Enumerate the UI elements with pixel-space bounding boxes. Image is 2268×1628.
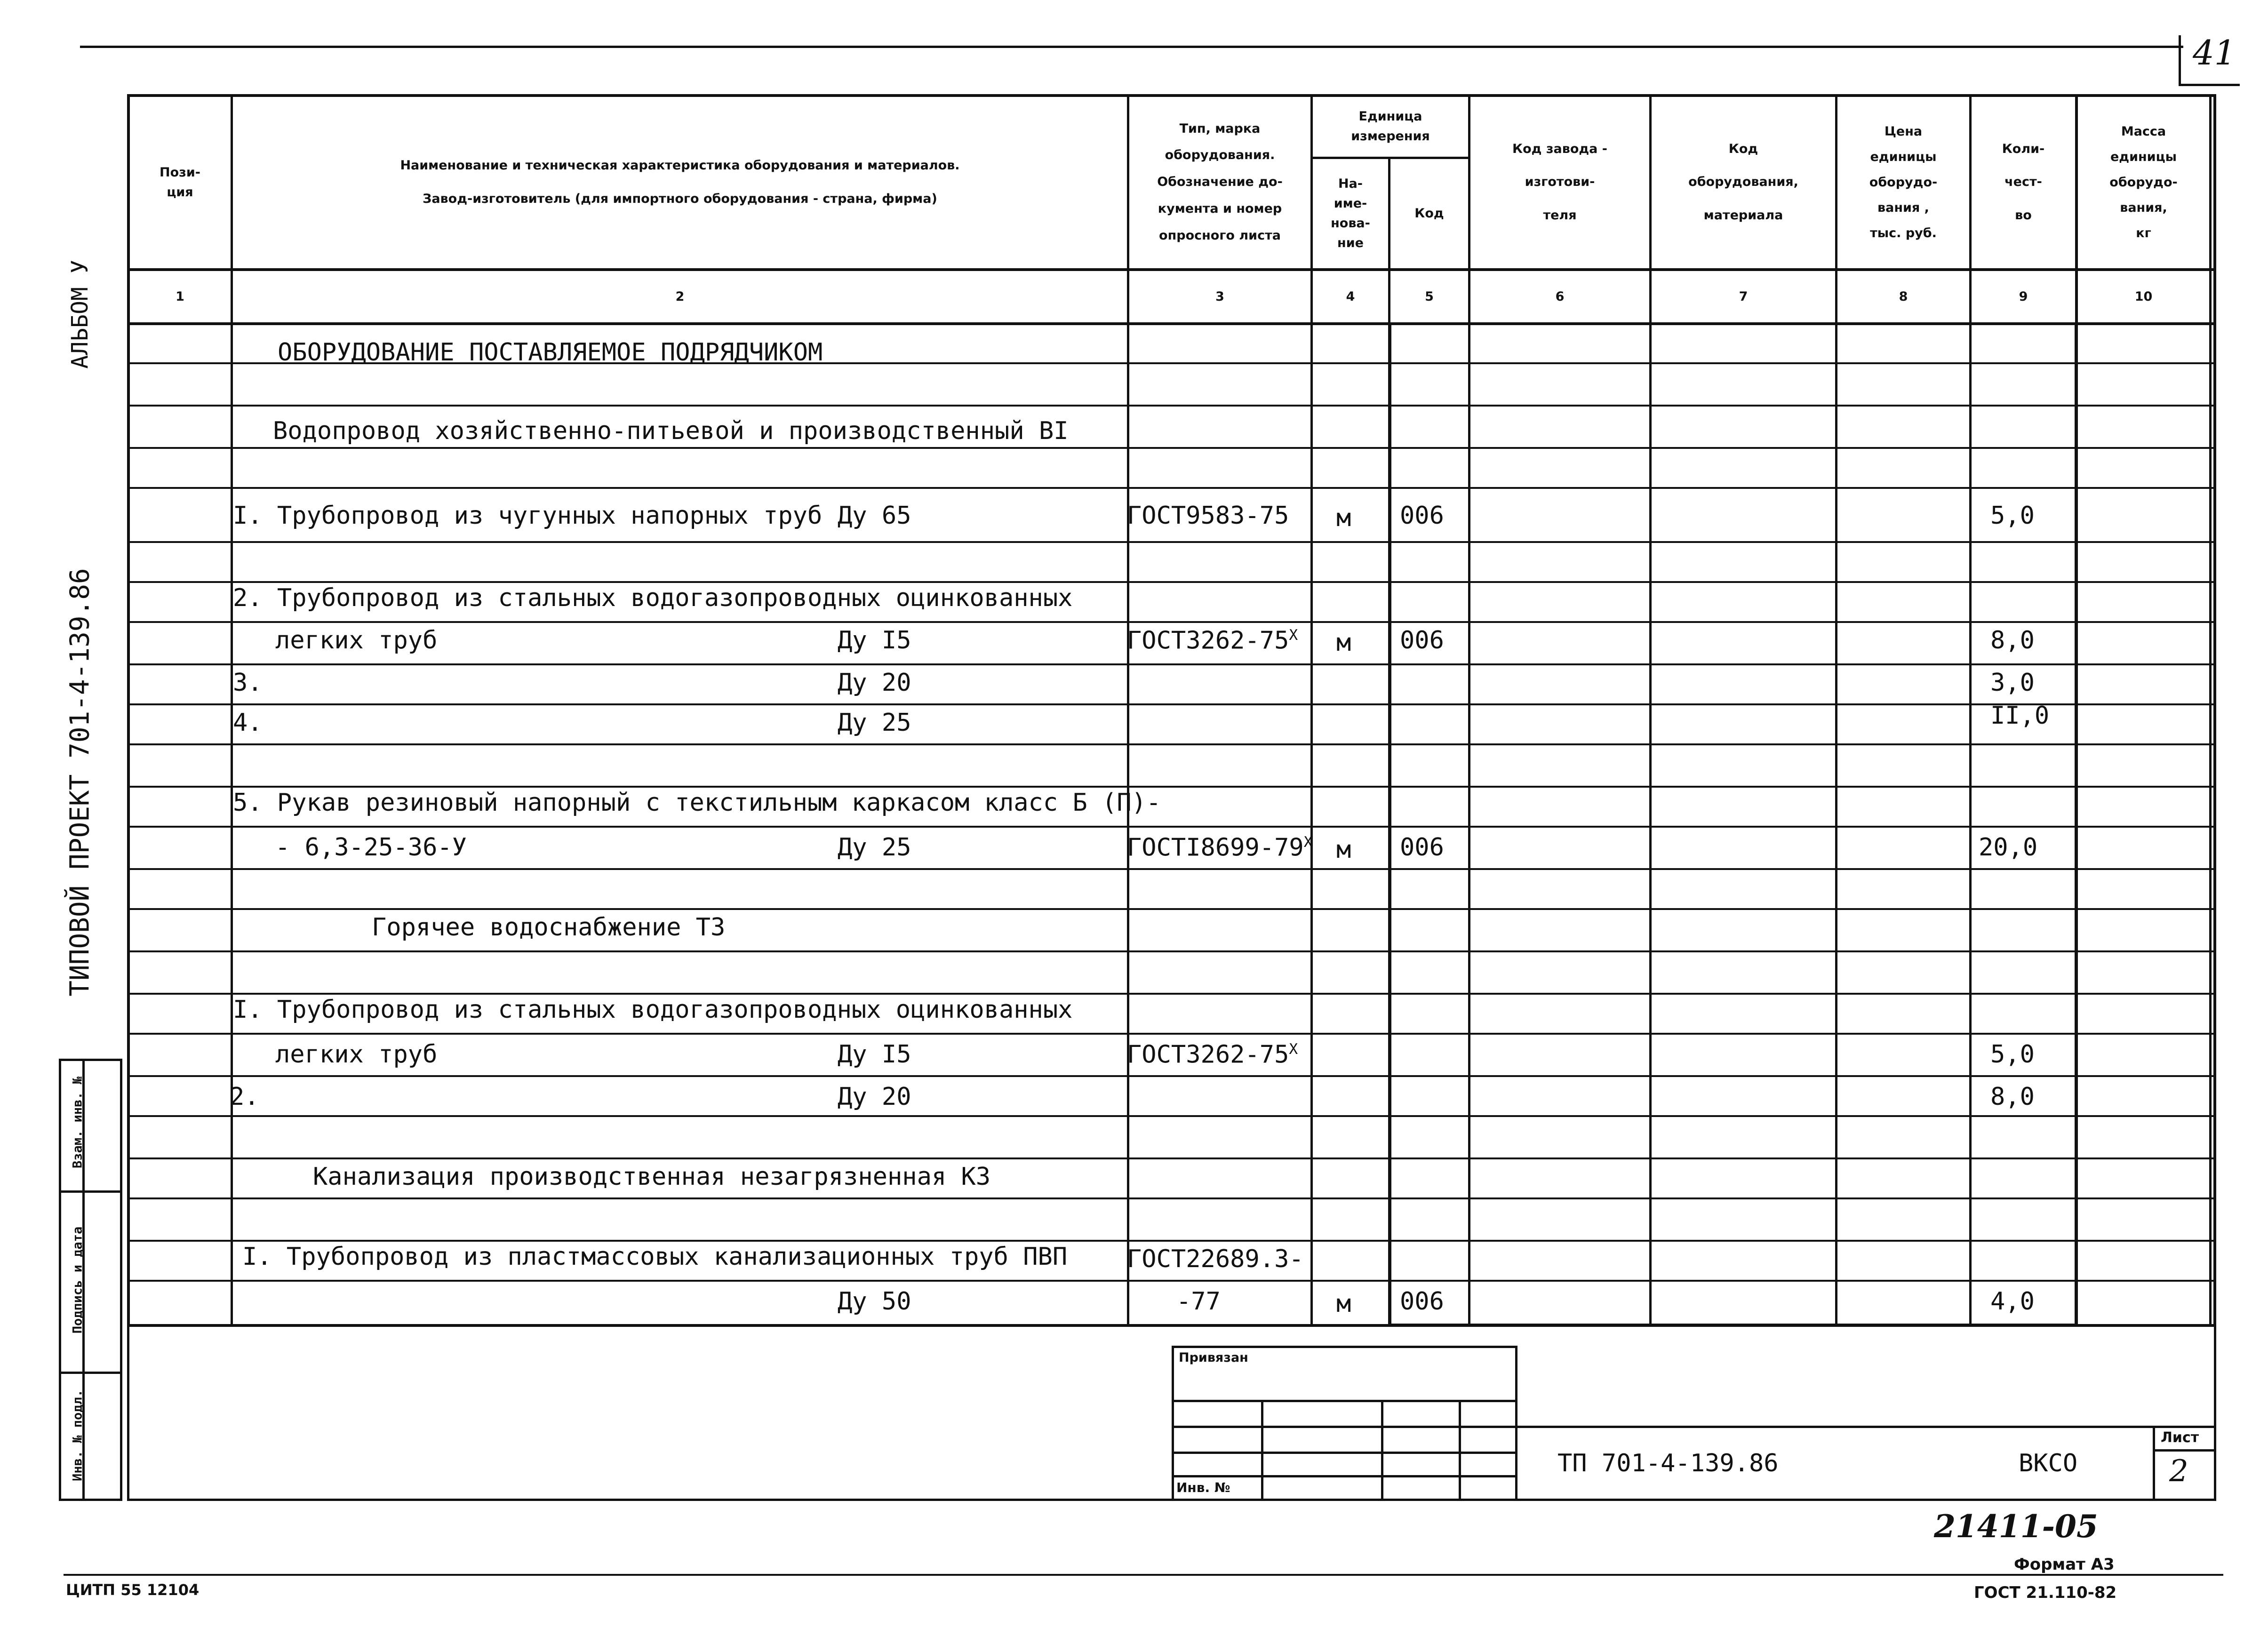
row-5b-du: Ду 25: [838, 833, 911, 862]
row-3-name: 3.: [233, 669, 263, 697]
header-unit-group: Единица измерения: [1351, 109, 1430, 144]
qty-frame: [1388, 325, 2078, 1327]
row-hw-2-du: Ду 20: [838, 1083, 911, 1111]
row-section-sewer: Канализация производственная незагрязненная КЗ: [313, 1163, 991, 1191]
row-2b-du: Ду I5: [838, 626, 911, 654]
col-line-10: [2209, 94, 2212, 1327]
side-stamp-orig-inv: Инв. № подл.: [70, 1389, 85, 1482]
row-1-unit: м: [1336, 504, 1351, 532]
side-stamp-frame: [59, 1059, 122, 1501]
side-stamp-replace-inv: Взам. инв. №: [70, 1076, 85, 1169]
title-block-top: [1517, 1426, 2216, 1428]
row-section-water-supply: Водопровод хозяйственно-питьевой и производственный BI: [273, 417, 1069, 445]
row-2b-doc: $ГОСТ3262-75^X$: [1127, 626, 1298, 655]
row-4-qty: II,0: [1990, 702, 2050, 730]
row-2b-unit: м: [1336, 629, 1351, 657]
row-2-name: 2. Трубопровод из стальных водогазопроводных оцинкованных: [233, 584, 1073, 612]
row-sw-1-doc: ГОСТ22689.3-: [1127, 1245, 1304, 1273]
colnum-8: 8: [1899, 289, 1908, 304]
album-label: АЛЬБОМ У: [67, 260, 93, 369]
title-code: ТП 701-4-139.86: [1557, 1449, 1779, 1477]
title-mark: ВКСО: [2019, 1449, 2078, 1477]
colnum-10: 10: [2134, 289, 2153, 304]
row-4-name: 4.: [233, 709, 263, 737]
row-4-du: Ду 25: [838, 709, 911, 737]
row-sw-2-doc: -77: [1176, 1287, 1221, 1316]
side-stamp-sep-1: [59, 1190, 122, 1193]
stamp-privyazan-label: Привязан: [1179, 1350, 1248, 1365]
colnum-7: 7: [1739, 289, 1748, 304]
row-2b-code: 006: [1400, 626, 1444, 654]
stamp-row-2: [1172, 1426, 1517, 1428]
row-hw-1b-du: Ду I5: [838, 1040, 911, 1069]
row-sw-2-unit: м: [1336, 1290, 1351, 1318]
row-1-name: I. Трубопровод из чугунных напорных труб: [233, 502, 823, 530]
top-rule: [80, 46, 2183, 48]
colnum-5: 5: [1425, 289, 1434, 304]
row-hw-1b-doc: $ГОСТ3262-75^X$: [1127, 1040, 1298, 1069]
row-2b-name: легких труб: [275, 626, 438, 654]
row-section-hot-water: Горячее водоснабжение ТЗ: [372, 913, 726, 942]
colnum-6: 6: [1555, 289, 1565, 304]
stamp-row-4: [1172, 1475, 1517, 1477]
gost-label: ГОСТ 21.110-82: [1974, 1583, 2117, 1602]
row-5-name: 5. Рукав резиновый напорный с текстильным каркасом класс Б (П)-: [233, 789, 1161, 817]
row-5b-unit: м: [1336, 836, 1351, 864]
row-sw-2-du: Ду 50: [838, 1287, 911, 1316]
row-hw-1b-name: легких труб: [275, 1040, 438, 1069]
header-unit-mass: Масса единицы оборудо- вания, кг: [2109, 124, 2178, 240]
colnum-1: 1: [176, 289, 184, 304]
row-2b-qty: 8,0: [1990, 626, 2035, 654]
row-hw-2-qty: 8,0: [1990, 1083, 2035, 1111]
row-1-code: 006: [1400, 502, 1444, 530]
row-3-qty: 3,0: [1990, 669, 2035, 697]
sheet-box-left: [2153, 1426, 2155, 1501]
side-stamp-sep-2: [59, 1372, 122, 1374]
side-stamp-signature-date: Подпись и дата: [70, 1226, 85, 1334]
header-name: Наименование и техническая характеристика оборудования и материалов. Завод-изготовитель (для импортного оборудования - страна, фирма): [400, 158, 960, 206]
row-section-contractor: ОБОРУДОВАНИЕ ПОСТАВЛЯЕМОЕ ПОДРЯДЧИКОМ: [278, 338, 823, 367]
row-5b-name: - 6,3-25-36-У: [275, 833, 467, 862]
sheet-box-mid: [2153, 1449, 2216, 1452]
stamp-row-3: [1172, 1452, 1517, 1454]
row-hw-1-name: I. Трубопровод из стальных водогазопроводных оцинкованных: [233, 996, 1073, 1024]
row-sw-2-qty: 4,0: [1990, 1287, 2035, 1316]
row-5b-qty: 20,0: [1979, 833, 2038, 862]
colnum-2: 2: [675, 289, 685, 304]
stamp-col-1: [1261, 1400, 1263, 1501]
sheet-corner-number: 41: [2193, 33, 2236, 72]
header-unit-name: На- име- нова- ние: [1331, 176, 1370, 250]
stamp-row-1: [1172, 1400, 1517, 1402]
colnum-3: 3: [1215, 289, 1224, 304]
colnum-9: 9: [2019, 289, 2028, 304]
row-hw-2-name: 2.: [230, 1083, 259, 1111]
header-plant-code: Код завода - изготови- теля: [1512, 142, 1607, 223]
bottom-left-code: ЦИТП 55 12104: [66, 1581, 200, 1599]
header-material-code: Код оборудования, материала: [1688, 142, 1798, 223]
row-1-doc: ГОСТ9583-75: [1127, 502, 1289, 530]
sheet-label: Лист: [2161, 1429, 2199, 1446]
project-label: ТИПОВОЙ ПРОЕКТ 701-4-139.86: [64, 568, 96, 997]
stamp-inv-label: Инв. №: [1176, 1480, 1230, 1495]
bottom-rule: [64, 1574, 2223, 1576]
stamp-col-2: [1381, 1400, 1383, 1501]
row-sw-2-code: 006: [1400, 1287, 1444, 1316]
colnum-4: 4: [1346, 289, 1355, 304]
format-label: Формат А3: [2014, 1555, 2115, 1574]
handwritten-number: 21411-05: [1934, 1508, 2098, 1545]
stamp-col-3: [1459, 1400, 1461, 1501]
row-1-qty: 5,0: [1990, 502, 2035, 530]
corner-box-left-line: [2179, 35, 2181, 85]
row-1-du: Ду 65: [838, 502, 911, 530]
row-hw-1b-qty: 5,0: [1990, 1040, 2035, 1069]
header-position: Пози- ция: [160, 165, 200, 200]
header-type-doc: Тип, марка оборудования. Обозначение до- кумента и номер опросного листа: [1157, 121, 1283, 243]
row-sw-1-name: I. Трубопровод из пластмассовых канализационных труб ПВП: [242, 1243, 1068, 1271]
header-unit-code: Код: [1414, 206, 1444, 221]
row-5b-doc: $ГОСТI8699-79^X$: [1127, 833, 1313, 862]
corner-box-bottom-line: [2179, 84, 2240, 86]
header-quantity: Коли- чест- во: [2002, 142, 2045, 223]
row-5b-code: 006: [1400, 833, 1444, 862]
header-unit-price: Цена единицы оборудо- вания , тыс. руб.: [1869, 124, 1938, 240]
sheet-number: 2: [2169, 1454, 2188, 1489]
stamp-privyazan-box: [1172, 1346, 1517, 1501]
row-3-du: Ду 20: [838, 669, 911, 697]
